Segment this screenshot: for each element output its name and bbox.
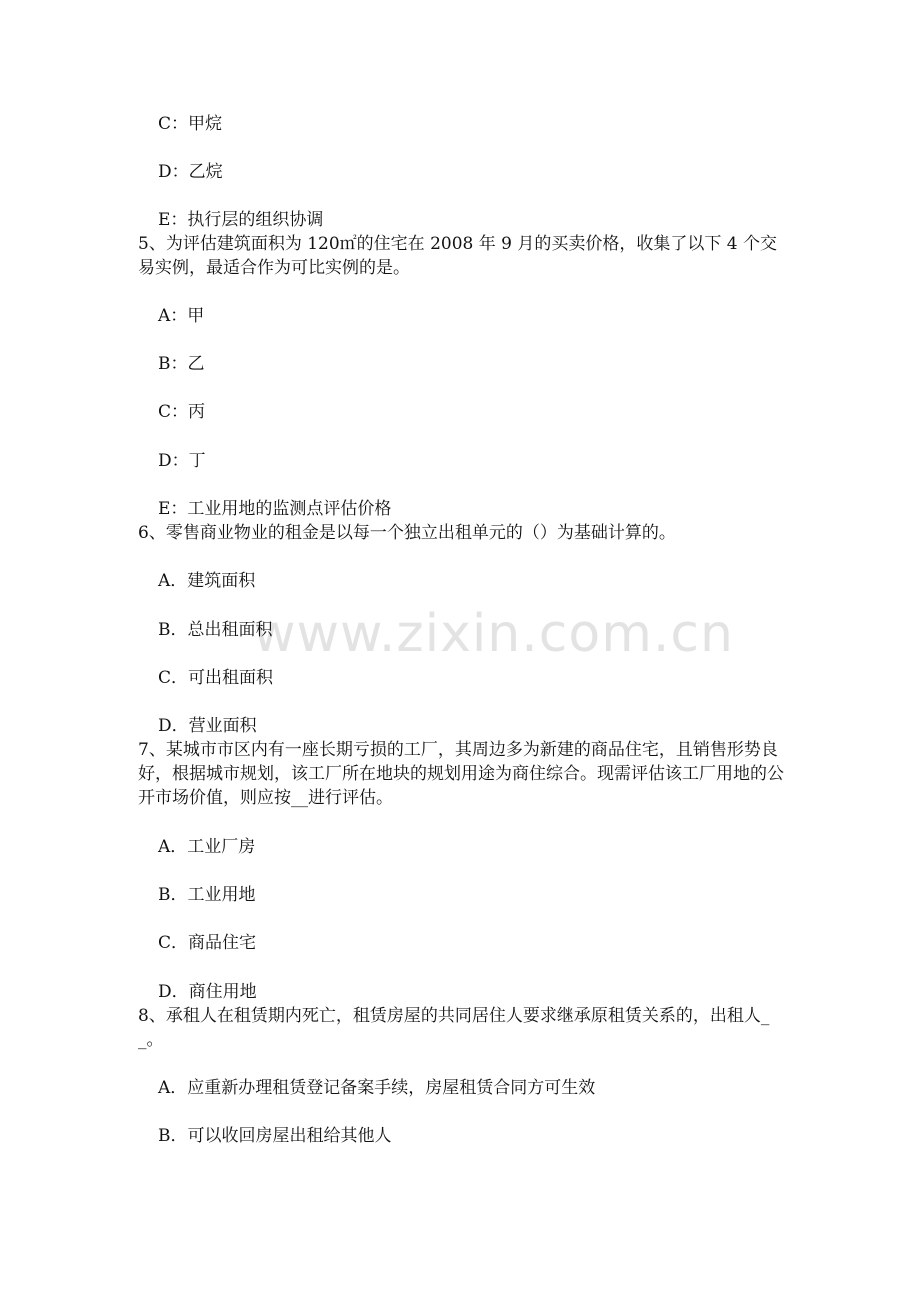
question-6-option-a: A．建筑面积 bbox=[158, 571, 256, 591]
question-7-option-b: B．工业用地 bbox=[158, 885, 256, 905]
question-8: 8、承租人在租赁期内死亡，租赁房屋的共同居住人要求继承原租赁关系的，出租人__。 bbox=[138, 1006, 770, 1050]
option-5c-prev: C：甲烷 bbox=[158, 114, 223, 134]
question-8-option-a: A．应重新办理租赁登记备案手续，房屋租赁合同方可生效 bbox=[158, 1078, 596, 1098]
question-5-option-a: A：甲 bbox=[158, 306, 205, 326]
question-5-option-d: D：丁 bbox=[158, 451, 206, 471]
option-e-prev: E：执行层的组织协调 bbox=[158, 210, 324, 230]
question-6-option-c: C．可出租面积 bbox=[158, 668, 274, 688]
question-7-option-a: A．工业厂房 bbox=[158, 837, 256, 857]
question-6-option-d: D．营业面积 bbox=[158, 716, 257, 736]
question-5-option-c: C：丙 bbox=[158, 402, 206, 422]
question-6: 6、零售商业物业的租金是以每一个独立出租单元的（）为基础计算的。 bbox=[138, 523, 676, 543]
option-d-prev: D：乙烷 bbox=[158, 162, 223, 182]
question-7-option-d: D．商住用地 bbox=[158, 982, 257, 1002]
question-7-option-c: C．商品住宅 bbox=[158, 933, 257, 953]
question-5: 5、为评估建筑面积为 120㎡的住宅在 2008 年 9 月的买卖价格，收集了以下 4 个交易实例，最适合作为可比实例的是。 bbox=[138, 234, 777, 278]
question-7: 7、某城市市区内有一座长期亏损的工厂，其周边多为新建的商品住宅，且销售形势良好，根据城市规划，该工厂所在地块的规划用途为商住综合。现需评估该工厂用地的公开市场价值，则应按__进行评估。 bbox=[138, 740, 784, 808]
question-6-option-b: B．总出租面积 bbox=[158, 620, 273, 640]
question-5-option-b: B：乙 bbox=[158, 354, 205, 374]
watermark: www.zixin.com.cn bbox=[253, 604, 734, 664]
question-8-option-b: B．可以收回房屋出租给其他人 bbox=[158, 1126, 392, 1146]
question-5-option-e: E：工业用地的监测点评估价格 bbox=[158, 499, 392, 519]
